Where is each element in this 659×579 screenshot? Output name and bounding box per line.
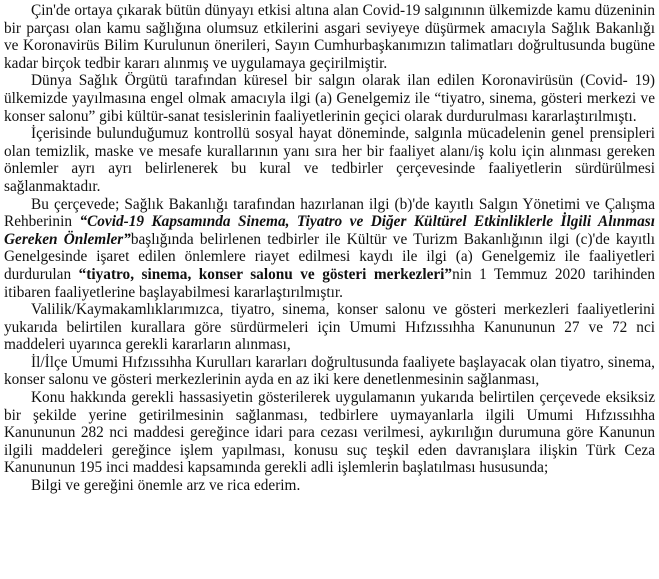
paragraph-text: Bu çerçevede; Sağlık Bakanlığı tarafından hazırlanan ilgi (b)'de kayıtlı Salgın Yönetimi ve Çalışma Rehberinin xyxy=(4,195,655,231)
paragraph-text: Bilgi ve gereğini önemle arz ve rica ederim. xyxy=(31,477,301,495)
paragraph-decision xyxy=(4,196,655,302)
paragraph-text: Dünya Sağlık Örgütü tarafından küresel bir salgın olarak ilan edilen Koronavirüsün (Covid- 19) ülkemizde yayılmasına engel olmak amacıyla ilgi (a) Genelgemiz ile “tiyatro, sinema, gösteri merkezi ve konser salonu” gibi kültür-sanat tesislerinin faaliyetlerinin geçici olarak durdurulması kararlaştırılmıştı. xyxy=(4,72,655,125)
document-body xyxy=(4,2,655,495)
paragraph-who-declaration xyxy=(4,72,655,125)
paragraph-sanctions xyxy=(4,389,655,477)
paragraph-text: İl/İlçe Umumi Hıfzıssıhha Kurulları kararları doğrultusunda faaliyete başlayacak olan tiyatro, sinema, konser salonu ve gösteri merkezlerinin ayda en az iki kere denetlenmesinin sağlanması, xyxy=(4,353,655,389)
paragraph-text: Çin'de ortaya çıkarak bütün dünyayı etkisi altına alan Covid-19 salgınının ülkemizde kamu düzeninin bir parçası olan kamu sağlığına olumsuz etkilerini asgari seviyeye düşürmek amacıyla Sağlık Bakanlığı ve Koronavirüs Bilim Kurulunun önerileri, Sayın Cumhurbaşkanımızın talimatları doğrultusunda bugüne kadar birçok tedbir kararı alınmış ve uygulamaya geçirilmiştir. xyxy=(4,2,655,72)
paragraph-text: Konu hakkında gerekli hassasiyetin gösterilerek uygulamanın yukarıda belirtilen çerçevede eksiksiz bir şekilde yerine getirilmesinin sağlanması, tedbirlere uymayanlarla ilgili Umumi Hıfzıssıhha Kanununun 282 nci maddesi gereğince idari para cezası verilmesi, aykırılığın durumuna göre Kanunun ilgili maddeleri gereğince işlem yapılması, konusu suç teşkil eden davranışlara ilişkin Türk Ceza Kanununun 195 inci maddesi kapsamında gerekli adli işlemlerin başlatılması hususunda; xyxy=(4,389,655,477)
paragraph-text: Valilik/Kaymakamlıklarımızca, tiyatro, sinema, konser salonu ve gösteri merkezleri faaliyetlerini yukarıda belirtilen kurallara göre sürdürmeleri için Umumi Hıfzıssıhha Kanununun 27 ve 72 nci maddeleri uyarınca gerekli kararların alınması, xyxy=(4,301,655,354)
paragraph-intro xyxy=(4,2,655,72)
paragraph-closing xyxy=(4,477,655,495)
guideline-title-emphasis: “Covid-19 Kapsamında Sinema, Tiyatro ve Diğer Kültürel Etkinliklerle İlgili Alınması Gereken Önlemler” xyxy=(4,213,655,248)
venues-emphasis: “tiyatro, sinema, konser salonu ve gösteri merkezleri” xyxy=(78,265,453,283)
paragraph-inspections xyxy=(4,354,655,389)
paragraph-text: başlığında belirlenen tedbirler ile Kültür ve Turizm Bakanlığının ilgi (c)'de kayıtlı Genelgesinde işaret edilen önlemlere riayet edilmesi kaydı ile ilgi (a) Genelgemiz ile faaliyetleri durdurulan xyxy=(4,230,655,283)
paragraph-governorships xyxy=(4,301,655,354)
paragraph-text: nin 1 Temmuz 2020 tarihinden itibaren faaliyetlerine başlayabilmesi kararlaştırılmıştır. xyxy=(4,265,655,301)
paragraph-controlled-social-life xyxy=(4,125,655,195)
paragraph-text: İçerisinde bulunduğumuz kontrollü sosyal hayat döneminde, salgınla mücadelenin genel prensipleri olan temizlik, maske ve mesafe kurallarının yanı sıra her bir faaliyet alanı/iş kolu için alınması gereken önlemler ayrı ayrı belirlenerek bu kural ve tedbirler çerçevesinde faaliyetlerin sürdürülmesi sağlanmaktadır. xyxy=(4,125,655,195)
